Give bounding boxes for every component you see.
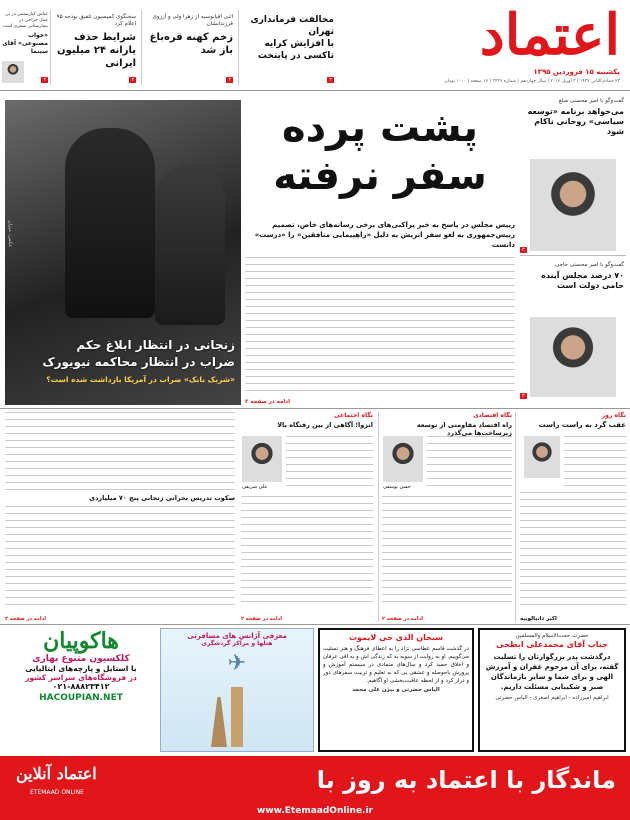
econ-continued: ادامه در صفحه ۲ [382, 616, 423, 622]
teaser-title: زخم کهنه قره‌باغ باز شد [149, 32, 233, 56]
tower-icon [211, 697, 227, 747]
photo-story[interactable] [5, 100, 241, 405]
obituary-right [478, 628, 626, 752]
teaser-page: ۲ [329, 77, 332, 83]
rooz-author: اکبر دانیالوبیه [520, 616, 557, 622]
main-headline-2: سفر نرفته [273, 153, 487, 199]
hacoupian-phone: ۰۲۱-۸۸۸۲۳۴۱۲ [52, 682, 110, 691]
main-headline-1: پشت پرده [281, 105, 479, 151]
rooz-section[interactable] [520, 412, 626, 622]
photo-figure-2 [155, 165, 225, 325]
rooz-label: نگاه روز [601, 412, 626, 419]
left-body [5, 412, 235, 490]
hacoupian-ad[interactable] [5, 628, 157, 752]
social-photo [242, 436, 282, 482]
footer-banner [0, 756, 630, 820]
bigben-icon [231, 687, 243, 747]
right-item-2-page: ۳ [522, 393, 525, 399]
right-item-1-kicker: گفت‌وگو با امیر محسنی مبلغ [558, 98, 624, 104]
main-subhead-1: رییس مجلس در پاسخ به خبر پراکنی‌های برخی رسانه‌های خاص، تصمیم [272, 221, 515, 229]
travel-ad-subtitle: هتلها و مراکز گردشگری [201, 640, 273, 647]
right-item-2-title: ۷۰ درصد مجلس آینده حامی دولت است [541, 271, 624, 290]
econ-title: راه اقتصاد مقاومتی از توسعه زیرساخت‌ها می‌گذرد [416, 421, 512, 437]
airplane-icon: ✈ [227, 651, 247, 676]
main-body [245, 257, 515, 395]
teaser-page: ۲ [43, 77, 46, 83]
left-text-block [5, 412, 235, 622]
obituary-left-signature: الیاس حضرتی و بیژن علی محمد [352, 687, 440, 693]
main-subhead-2: رییس‌جمهوری به لغو سفر اتریش به دلیل «راهپیمایی منافقین» را «درست» دانست [254, 231, 515, 249]
right-item-2-photo [530, 317, 616, 397]
teaser-page: ۲ [228, 77, 231, 83]
obituary-right-body: درگذشت پدر بزرگوارتان را تسلیت گفته، برای آن مرحوم غفران و آمرزش الهی و برای شما و سایر بازماندگان صبر و شکیبایی مسئلت داریم. [485, 653, 619, 691]
teaser-photo [2, 61, 24, 83]
photo-subhead: ضراب در انتظار محاکمه نیویورک [42, 355, 235, 369]
right-column [520, 96, 626, 406]
hacoupian-logo: هاکوپیان [43, 628, 119, 654]
masthead-meta: ۲۳ جمادی‌الثانی ۱۴۳۷ | ۳ آوریل ۲۰۱۶ | سال چهاردهم | شماره ۳۴۳۷ | ۱۶ صفحه | ۱۰۰۰ تومان [444, 79, 620, 84]
teaser-kicker: مخالفت فرمانداری تهران [250, 15, 334, 37]
econ-photo [383, 436, 423, 482]
obituary-right-title: جناب آقای محمدعلی ابطحی [496, 640, 608, 649]
econ-body [427, 436, 512, 492]
photo-headline: زنجانی در انتظار ابلاغ حکم [76, 338, 235, 352]
teaser-1[interactable] [238, 10, 338, 85]
section-divider [0, 408, 630, 409]
teaser-kicker: عباس کیارستمی در پی عمل جراحی در بیمارستانی بستری است [2, 12, 48, 29]
econ-author: حسن یوسفی [383, 484, 411, 490]
obituary-left [318, 628, 474, 752]
social-label: نگاه اجتماعی [334, 412, 373, 419]
rooz-body [564, 436, 626, 486]
teaser-title: «خواب مصنوعی» آقای سینما [2, 32, 48, 55]
teaser-title: شرایط حذف یارانه ۲۴ میلیون ایرانی [57, 32, 136, 69]
masthead-divider [0, 90, 630, 91]
right-item-1[interactable] [520, 96, 626, 256]
right-item-2-kicker: گفت‌وگو با امیر محسنی حاجی [555, 262, 624, 268]
obituary-left-title: سبحان الذی حی لایموت [348, 633, 444, 642]
econ-section[interactable] [378, 412, 516, 622]
teaser-kicker: اثنی اقیانوسیه از زهرا ولی و آرزوی فرزندانشان [152, 14, 233, 27]
teaser-page: ۲ [131, 77, 134, 83]
travel-ad[interactable] [160, 628, 314, 752]
social-continued: ادامه در صفحه ۲ [241, 616, 282, 622]
left-continued: ادامه در صفحه ۲ [5, 616, 46, 622]
right-item-1-title: می‌خواهد برنامه «توسعه سیاسی» روحانی ناکام شود [527, 107, 624, 136]
right-item-2[interactable] [520, 256, 626, 401]
obituary-right-signature: ابراهیم امیرزاده - ابراهیم اصغری - الیاس حضرتی [495, 695, 609, 701]
teaser-title: با افزایش کرایه تاکسی در پایتخت [257, 39, 334, 61]
rooz-title: عقب گرد به راست راست [538, 421, 626, 429]
left-body-2 [5, 506, 235, 610]
right-item-1-photo [530, 159, 616, 251]
ads-divider [0, 624, 630, 625]
teaser-kicker: سخنگوی کمیسیون تلفیق بودجه ۹۵ اعلام کرد [56, 14, 136, 27]
footer-online-caption: ETEMAAD ONLINE [30, 789, 84, 796]
social-section[interactable] [238, 412, 376, 622]
main-story[interactable] [245, 100, 515, 405]
econ-label: نگاه اقتصادی [473, 412, 512, 419]
teaser-4[interactable] [0, 10, 50, 85]
left-subtitle: سکوت تدریس بحرانی زنجانی پنج ۷۰ میلیاردی [89, 494, 235, 502]
rooz-body-2 [520, 492, 626, 610]
masthead [340, 0, 630, 88]
photo-credit: عکس: میزان [7, 220, 13, 248]
hacoupian-line-1: کلکسیون متنوع بهاری [32, 654, 130, 664]
social-author: علی شریفی [242, 484, 268, 490]
photo-kicker: «شریک بابک» ضراب در آمریکا بازداشت شده است؟ [46, 375, 235, 384]
hacoupian-line-3: در فروشگاه‌های سراسر کشور [25, 673, 137, 682]
footer-url[interactable]: www.EtemaadOnline.ir [257, 806, 373, 816]
footer-online-logo: اعتماد آنلاین [16, 764, 97, 783]
hacoupian-line-2: با استایل و پارچه‌های ایتالیایی [25, 664, 137, 673]
photo-figure-1 [65, 128, 155, 318]
teaser-2[interactable] [141, 10, 237, 85]
social-body-2 [241, 496, 373, 608]
social-title: انزوا؛ آگاهی از بین رفتگاه بالا [277, 421, 373, 429]
logo: اعتماد [479, 2, 620, 68]
obituary-left-body: در گذشت قاسم عطاسی نژاد را به اعطای فرهنگ و هنر تسلیت می‌گوییم. او به روایت از سویه به که زندگی اش و به اقی عرفان و اخلاق حمید کرد و سال‌های متمادی در سیستم آموزش و پرورش باحوصله و عشقی یی که به تعلیم و تربیت سفرهای دور و دراز کرد و از لحظه عاقبت‌بخشی او آگاهیم. [323, 646, 469, 684]
hacoupian-url[interactable]: HACOUPIAN.NET [39, 693, 123, 703]
footer-slogan: ماندگار با اعتماد به روز با [316, 766, 616, 794]
main-continued: ادامه در صفحه ۲ [245, 399, 290, 405]
travel-ad-title: معرفی آژانس های مسافرتی [187, 632, 287, 640]
teaser-3[interactable] [50, 10, 140, 85]
obituary-right-kicker: حضرت حجت‌الاسلام والمسلمین [515, 633, 589, 639]
econ-body-2 [382, 496, 512, 608]
social-body [286, 436, 373, 492]
right-item-1-page: ۳ [522, 247, 525, 253]
rooz-photo [524, 436, 560, 478]
masthead-date: یکشنبه ۱۵ فروردین ۱۳۹۵ [533, 68, 620, 76]
